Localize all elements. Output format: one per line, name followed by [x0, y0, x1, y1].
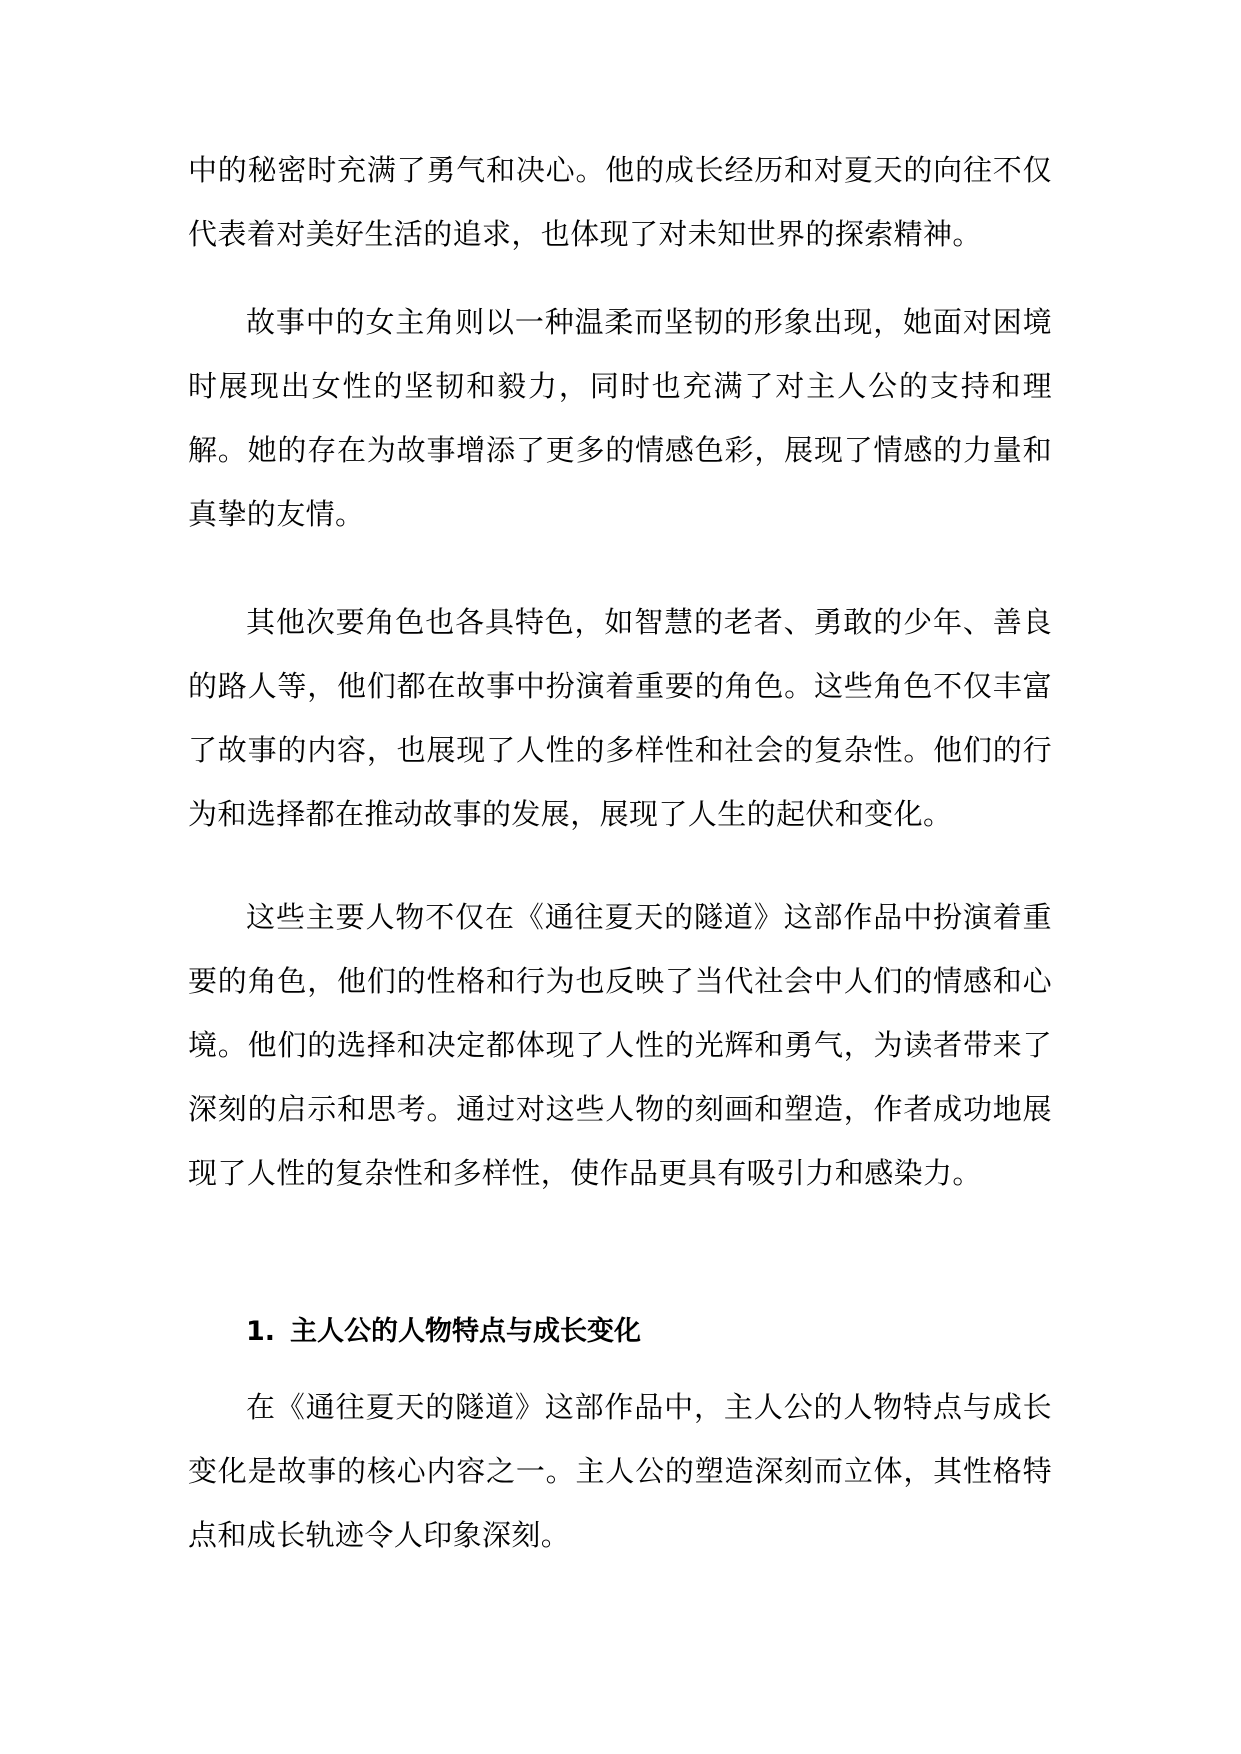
paragraph: 故事中的女主角则以一种温柔而坚韧的形象出现，她面对困境时展现出女性的坚韧和毅力，同时也充满了对主人公的支持和理解。她的存在为故事增添了更多的情感色彩，展现了情感的力量和真挚的友情。 — [188, 305, 1052, 531]
paragraph-heroine — [188, 290, 1052, 546]
section-title: 主人公的人物特点与成长变化 — [290, 1316, 641, 1347]
paragraph-summary — [188, 885, 1052, 1205]
paragraph: 中的秘密时充满了勇气和决心。他的成长经历和对夏天的向往不仅代表着对美好生活的追求，也体现了对未知世界的探索精神。 — [188, 153, 1052, 251]
section-heading — [246, 1312, 641, 1352]
paragraph-continuation — [188, 138, 1052, 266]
section-number: 1. — [246, 1316, 276, 1347]
paragraph-section-intro — [188, 1375, 1052, 1567]
paragraph-minor-characters — [188, 590, 1052, 846]
paragraph: 其他次要角色也各具特色，如智慧的老者、勇敢的少年、善良的路人等，他们都在故事中扮演着重要的角色。这些角色不仅丰富了故事的内容，也展现了人性的多样性和社会的复杂性。他们的行为和选择都在推动故事的发展，展现了人生的起伏和变化。 — [188, 605, 1052, 831]
paragraph: 在《通往夏天的隧道》这部作品中，主人公的人物特点与成长变化是故事的核心内容之一。主人公的塑造深刻而立体，其性格特点和成长轨迹令人印象深刻。 — [188, 1390, 1052, 1552]
paragraph: 这些主要人物不仅在《通往夏天的隧道》这部作品中扮演着重要的角色，他们的性格和行为也反映了当代社会中人们的情感和心境。他们的选择和决定都体现了人性的光辉和勇气，为读者带来了深刻的启示和思考。通过对这些人物的刻画和塑造，作者成功地展现了人性的复杂性和多样性，使作品更具有吸引力和感染力。 — [188, 900, 1052, 1190]
